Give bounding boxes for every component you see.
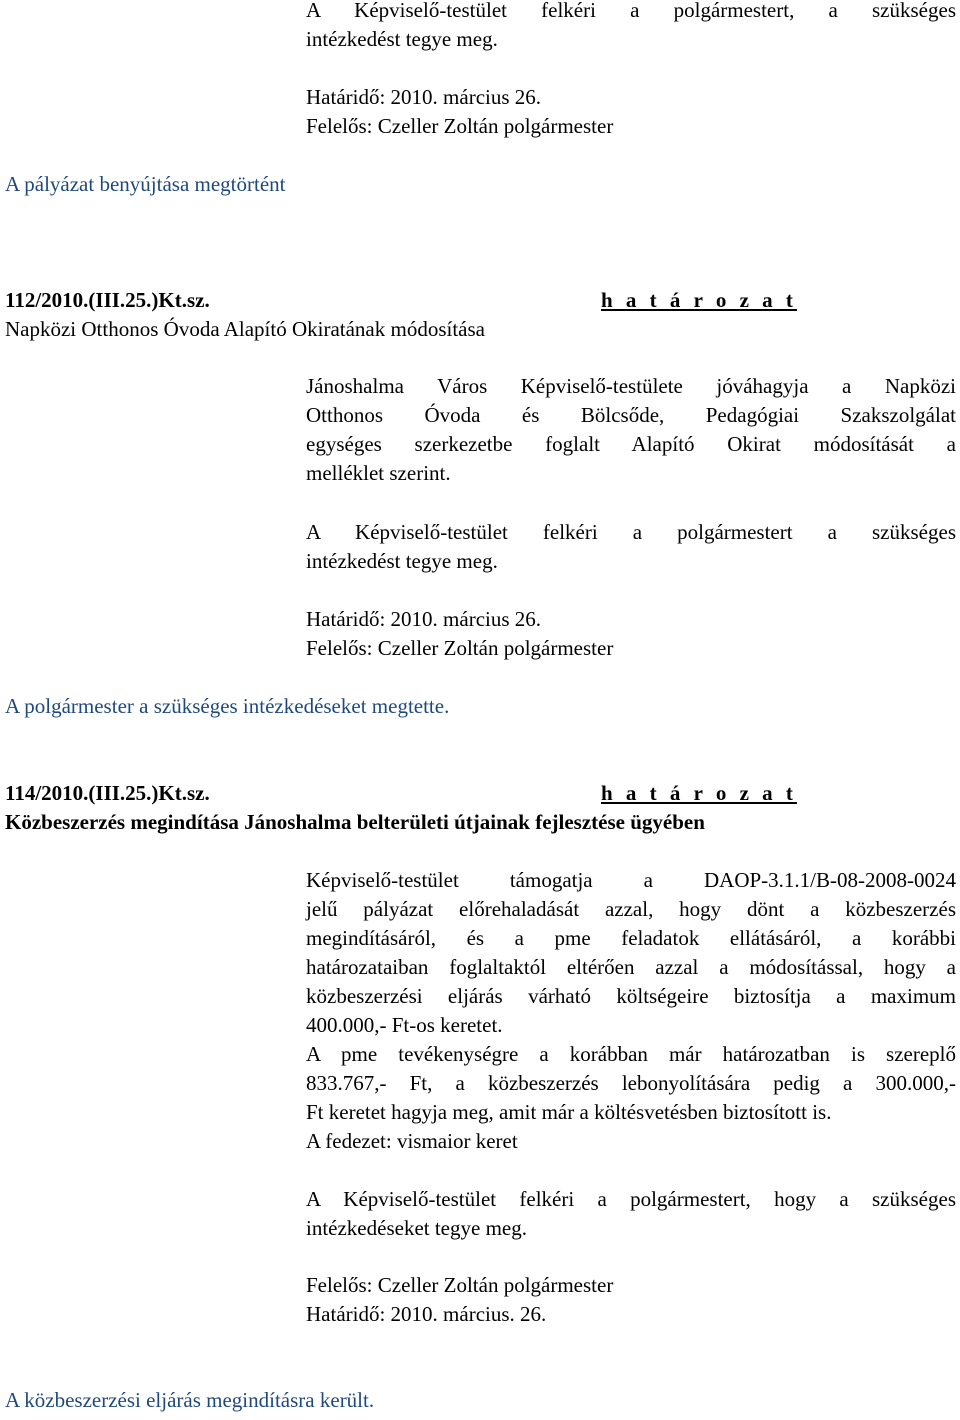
- body-line: Jánoshalma Város Képviselő-testülete jóváhagyja a Napközi: [306, 374, 956, 398]
- body-line: A fedezet: vismaior keret: [306, 1129, 518, 1153]
- responsible: Felelős: Czeller Zoltán polgármester: [306, 636, 614, 660]
- request-line: A Képviselő-testület felkéri a polgármestert, a szükséges: [306, 0, 956, 22]
- responsible: Felelős: Czeller Zoltán polgármester: [306, 114, 614, 138]
- body-line: közbeszerzési eljárás várható költségeire biztosítja a maximum: [306, 984, 956, 1008]
- body-line: egységes szerkezetbe foglalt Alapító Okirat módosítását a: [306, 432, 956, 456]
- request-line: A Képviselő-testület felkéri a polgármestert a szükséges: [306, 520, 956, 544]
- responsible: Felelős: Czeller Zoltán polgármester: [306, 1273, 614, 1297]
- body-line: Képviselő-testület támogatja a DAOP-3.1.1/B-08-2008-0024: [306, 868, 956, 892]
- resolution-label: h a t á r o z a t: [601, 288, 797, 312]
- resolution-number: 114/2010.(III.25.)Kt.sz.: [5, 781, 210, 805]
- body-line: határozataiban foglaltaktól eltérően azzal a módosítással, hogy a: [306, 955, 956, 979]
- deadline: Határidő: 2010. március. 26.: [306, 1302, 547, 1326]
- deadline: Határidő: 2010. március 26.: [306, 607, 542, 631]
- status-note: A polgármester a szükséges intézkedéseket megtette.: [5, 694, 450, 718]
- body-line: melléklet szerint.: [306, 461, 451, 485]
- status-note: A közbeszerzési eljárás megindításra került.: [5, 1388, 375, 1412]
- body-line: Otthonos Óvoda és Bölcsőde, Pedagógiai Szakszolgálat: [306, 403, 956, 427]
- body-line: megindításáról, és a pme feladatok ellátásáról, a korábbi: [306, 926, 956, 950]
- request-line: intézkedést tegye meg.: [306, 549, 498, 573]
- deadline: Határidő: 2010. március 26.: [306, 85, 542, 109]
- resolution-number: 112/2010.(III.25.)Kt.sz.: [5, 288, 210, 312]
- request-line: intézkedést tegye meg.: [306, 27, 498, 51]
- request-line: A Képviselő-testület felkéri a polgármestert, hogy a szükséges: [306, 1187, 956, 1211]
- body-line: jelű pályázat előrehaladását azzal, hogy dönt a közbeszerzés: [306, 897, 956, 921]
- resolution-subject: Közbeszerzés megindítása Jánoshalma belterületi útjainak fejlesztése ügyében: [5, 810, 705, 834]
- resolution-label: h a t á r o z a t: [601, 781, 797, 805]
- body-line: 833.767,- Ft, a közbeszerzés lebonyolítására pedig a 300.000,-: [306, 1071, 956, 1095]
- resolution-subject: Napközi Otthonos Óvoda Alapító Okiratának módosítása: [5, 317, 485, 341]
- body-line: Ft keretet hagyja meg, amit már a költésvetésben biztosított is.: [306, 1100, 832, 1124]
- status-note: A pályázat benyújtása megtörtént: [5, 172, 286, 196]
- body-line: 400.000,- Ft-os keretet.: [306, 1013, 503, 1037]
- request-line: intézkedéseket tegye meg.: [306, 1216, 527, 1240]
- body-line: A pme tevékenységre a korábban már határozatban is szereplő: [306, 1042, 956, 1066]
